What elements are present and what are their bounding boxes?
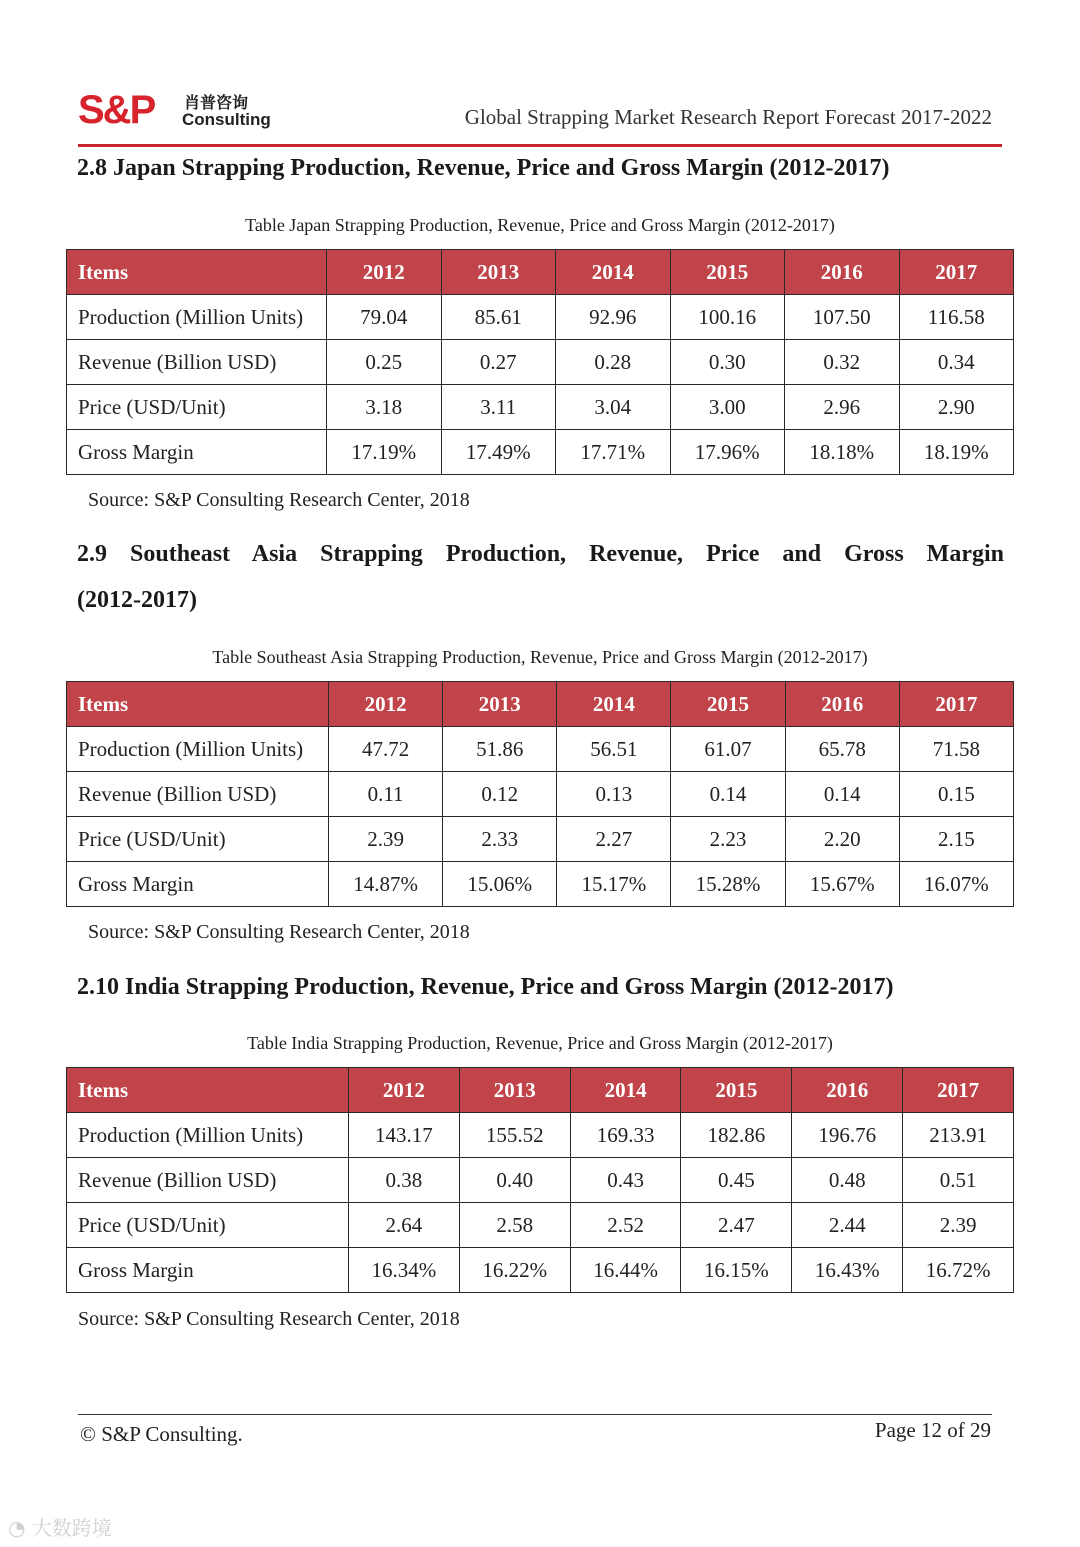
table-cell: 3.18 [327, 385, 442, 430]
table-cell: 0.32 [785, 340, 900, 385]
table-cell: 65.78 [785, 727, 899, 772]
logo-chinese-name: 肖普咨询 [184, 93, 249, 112]
sp-consulting-logo [78, 88, 278, 132]
table-caption-southeast-asia: Table Southeast Asia Strapping Production, Revenue, Price and Gross Margin (2012-2017) [212, 647, 868, 667]
table-cell: 0.43 [570, 1158, 681, 1203]
table-cell: 0.13 [557, 772, 671, 817]
watermark-text: 大数跨境 [31, 1516, 112, 1540]
table-cell: 0.51 [903, 1158, 1014, 1203]
table-cell: 2.47 [681, 1203, 792, 1248]
table-cell: 0.34 [899, 340, 1014, 385]
table-cell: 17.49% [441, 430, 556, 475]
table-cell: 2.96 [785, 385, 900, 430]
row-label: Price (USD/Unit) [67, 385, 327, 430]
row-label: Production (Million Units) [67, 295, 327, 340]
table-cell: 2.39 [329, 817, 443, 862]
table-cell: 17.71% [556, 430, 671, 475]
table-cell: 16.43% [792, 1248, 903, 1293]
table-cell: 16.07% [899, 862, 1013, 907]
table-cell: 17.96% [670, 430, 785, 475]
table-caption-india: Table India Strapping Production, Revenue, Price and Gross Margin (2012-2017) [247, 1033, 833, 1053]
column-header: 2012 [327, 250, 442, 295]
table-cell: 0.14 [785, 772, 899, 817]
table-header-row [67, 250, 1014, 295]
table-cell: 15.06% [443, 862, 557, 907]
table-cell: 0.14 [671, 772, 785, 817]
table-cell: 16.22% [459, 1248, 570, 1293]
table-cell: 2.27 [557, 817, 671, 862]
table-header-row [67, 682, 1014, 727]
header-divider [78, 144, 1002, 147]
column-header: 2012 [329, 682, 443, 727]
column-header: 2014 [557, 682, 671, 727]
table-cell: 14.87% [329, 862, 443, 907]
table-cell: 15.17% [557, 862, 671, 907]
table-cell: 16.44% [570, 1248, 681, 1293]
table-cell: 0.11 [329, 772, 443, 817]
section-title-india: 2.10 India Strapping Production, Revenue, Price and Gross Margin (2012-2017) [77, 974, 894, 1000]
table-cell: 18.18% [785, 430, 900, 475]
table-cell: 47.72 [329, 727, 443, 772]
table-cell: 16.72% [903, 1248, 1014, 1293]
table-header-row [67, 1068, 1014, 1113]
table-row [67, 1248, 1014, 1293]
table-cell: 18.19% [899, 430, 1014, 475]
table-cell: 71.58 [899, 727, 1013, 772]
table-row [67, 295, 1014, 340]
table-cell: 2.20 [785, 817, 899, 862]
table-row [67, 1158, 1014, 1203]
table-cell: 16.15% [681, 1248, 792, 1293]
column-header: 2015 [670, 250, 785, 295]
table-cell: 51.86 [443, 727, 557, 772]
table-cell: 3.00 [670, 385, 785, 430]
row-label: Price (USD/Unit) [67, 817, 329, 862]
column-header: 2016 [792, 1068, 903, 1113]
table-row [67, 817, 1014, 862]
table-cell: 100.16 [670, 295, 785, 340]
table-row [67, 727, 1014, 772]
table-row [67, 772, 1014, 817]
table-cell: 17.19% [327, 430, 442, 475]
column-header: Items [67, 250, 327, 295]
table-cell: 16.34% [349, 1248, 460, 1293]
table-row [67, 385, 1014, 430]
source-note-southeast-asia: Source: S&P Consulting Research Center, 2018 [88, 921, 470, 943]
column-header: 2015 [671, 682, 785, 727]
table-cell: 196.76 [792, 1113, 903, 1158]
table-cell: 15.67% [785, 862, 899, 907]
table-cell: 56.51 [557, 727, 671, 772]
table-cell: 2.23 [671, 817, 785, 862]
table-row [67, 1113, 1014, 1158]
table-cell: 2.39 [903, 1203, 1014, 1248]
page-number: Page 12 of 29 [874, 1418, 991, 1442]
column-header: 2017 [903, 1068, 1014, 1113]
source-note-india: Source: S&P Consulting Research Center, 2018 [78, 1308, 460, 1330]
table-japan [66, 249, 1014, 475]
table-cell: 3.11 [441, 385, 556, 430]
table-cell: 182.86 [681, 1113, 792, 1158]
table-cell: 0.25 [327, 340, 442, 385]
row-label: Gross Margin [67, 862, 329, 907]
page-header [78, 88, 1002, 150]
source-note-japan: Source: S&P Consulting Research Center, 2018 [88, 489, 470, 511]
table-cell: 0.30 [670, 340, 785, 385]
row-label: Gross Margin [67, 1248, 349, 1293]
table-cell: 0.12 [443, 772, 557, 817]
watermark [8, 1512, 112, 1541]
table-cell: 2.64 [349, 1203, 460, 1248]
table-cell: 2.33 [443, 817, 557, 862]
table-cell: 0.40 [459, 1158, 570, 1203]
column-header: 2014 [570, 1068, 681, 1113]
table-cell: 2.52 [570, 1203, 681, 1248]
logo-mark: S&P [78, 88, 155, 132]
table-cell: 0.15 [899, 772, 1013, 817]
column-header: 2017 [899, 682, 1013, 727]
table-cell: 143.17 [349, 1113, 460, 1158]
row-label: Production (Million Units) [67, 727, 329, 772]
table-cell: 2.44 [792, 1203, 903, 1248]
row-label: Revenue (Billion USD) [67, 1158, 349, 1203]
column-header: 2014 [556, 250, 671, 295]
table-cell: 3.04 [556, 385, 671, 430]
column-header: 2015 [681, 1068, 792, 1113]
table-caption-japan: Table Japan Strapping Production, Revenue, Price and Gross Margin (2012-2017) [245, 215, 835, 235]
table-cell: 79.04 [327, 295, 442, 340]
section-title-japan: 2.8 Japan Strapping Production, Revenue, Price and Gross Margin (2012-2017) [77, 155, 890, 181]
section-title-southeast-asia: 2.9 Southeast Asia Strapping Production, Revenue, Price and Gross Margin [77, 541, 1004, 567]
column-header: Items [67, 1068, 349, 1113]
table-cell: 116.58 [899, 295, 1014, 340]
table-cell: 15.28% [671, 862, 785, 907]
table-india [66, 1067, 1014, 1293]
column-header: 2013 [441, 250, 556, 295]
report-title: Global Strapping Market Research Report Forecast 2017-2022 [464, 105, 992, 129]
table-cell: 0.48 [792, 1158, 903, 1203]
table-cell: 2.58 [459, 1203, 570, 1248]
column-header: 2012 [349, 1068, 460, 1113]
table-cell: 155.52 [459, 1113, 570, 1158]
watermark-logo-icon: ◔ [8, 1516, 32, 1540]
copyright-notice: © S&P Consulting. [80, 1422, 243, 1446]
table-cell: 85.61 [441, 295, 556, 340]
footer-divider [78, 1414, 992, 1415]
table-row [67, 1203, 1014, 1248]
table-row [67, 862, 1014, 907]
row-label: Production (Million Units) [67, 1113, 349, 1158]
logo-english-name: Consulting [182, 110, 271, 129]
column-header: 2013 [443, 682, 557, 727]
row-label: Gross Margin [67, 430, 327, 475]
table-cell: 107.50 [785, 295, 900, 340]
table-cell: 0.45 [681, 1158, 792, 1203]
table-cell: 0.27 [441, 340, 556, 385]
table-row [67, 430, 1014, 475]
table-cell: 2.15 [899, 817, 1013, 862]
table-row [67, 340, 1014, 385]
row-label: Price (USD/Unit) [67, 1203, 349, 1248]
table-cell: 0.28 [556, 340, 671, 385]
table-cell: 61.07 [671, 727, 785, 772]
column-header: 2017 [899, 250, 1014, 295]
table-southeast-asia [66, 681, 1014, 907]
row-label: Revenue (Billion USD) [67, 772, 329, 817]
section-title-southeast-asia-cont: (2012-2017) [77, 587, 197, 613]
table-cell: 213.91 [903, 1113, 1014, 1158]
column-header: 2013 [459, 1068, 570, 1113]
table-cell: 2.90 [899, 385, 1014, 430]
column-header: 2016 [785, 250, 900, 295]
table-cell: 92.96 [556, 295, 671, 340]
row-label: Revenue (Billion USD) [67, 340, 327, 385]
column-header: Items [67, 682, 329, 727]
table-cell: 169.33 [570, 1113, 681, 1158]
column-header: 2016 [785, 682, 899, 727]
table-cell: 0.38 [349, 1158, 460, 1203]
